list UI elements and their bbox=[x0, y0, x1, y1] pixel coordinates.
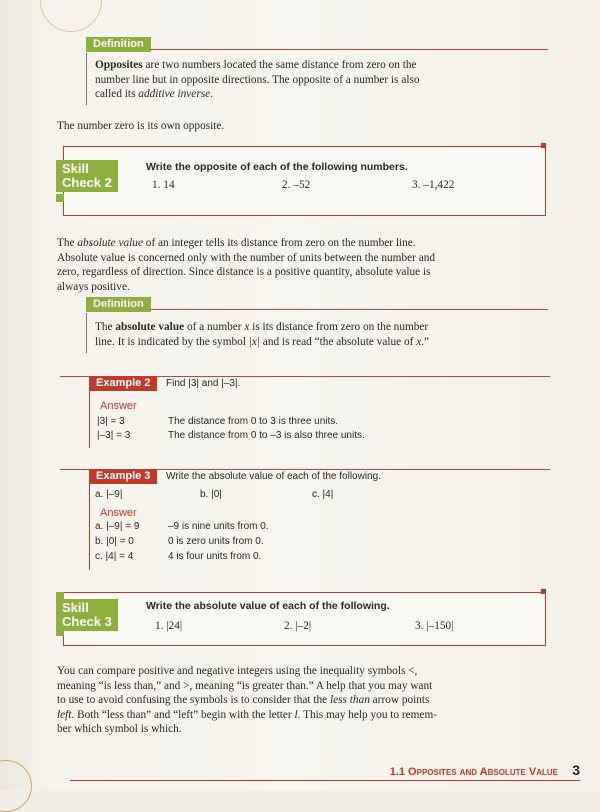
example-3-item: c. |4| bbox=[312, 489, 334, 500]
definition-text: called its bbox=[95, 88, 139, 100]
paragraph-text: always positive. bbox=[57, 280, 130, 293]
example-2-answer-desc: The distance from 0 to –3 is also three units. bbox=[168, 430, 365, 441]
paragraph-text: ber which symbol is which. bbox=[57, 723, 182, 735]
skill-label: Skill bbox=[62, 161, 89, 176]
term-left: left bbox=[57, 708, 72, 721]
definition-tag: Definition bbox=[86, 37, 151, 52]
corner-marker bbox=[541, 143, 546, 148]
paragraph-text: You can compare positive and negative integers using the inequality symbols <, bbox=[57, 665, 418, 677]
corner-marker bbox=[56, 194, 64, 202]
absolute-value-paragraph bbox=[57, 236, 547, 294]
skill-check-3-item: 3. |–150| bbox=[415, 620, 454, 632]
definition-text: The bbox=[95, 321, 116, 333]
example-3-answer-desc: –9 is nine units from 0. bbox=[168, 521, 269, 532]
definition-text: number line but in opposite directions. The opposite of a number is also bbox=[95, 73, 420, 86]
definition-text: line. It is indicated by the symbol bbox=[95, 335, 249, 348]
definition-text: .” bbox=[421, 335, 430, 348]
absolute-value-definition bbox=[95, 320, 535, 349]
decorative-curl-bottom bbox=[0, 760, 32, 812]
example-3-answer-desc: 0 is zero units from 0. bbox=[168, 536, 264, 547]
absolute-value-symbol: |x| bbox=[248, 335, 260, 348]
definition-text: . bbox=[210, 88, 213, 100]
skill-check-2-item: 3. –1,422 bbox=[412, 179, 455, 191]
paragraph-text: to use to avoid confusing the symbols is to consider that the bbox=[57, 694, 330, 706]
example-3-answer-desc: 4 is four units from 0. bbox=[168, 551, 262, 562]
example-2-answer-desc: The distance from 0 to 3 is three units. bbox=[168, 416, 339, 427]
opposites-definition bbox=[95, 58, 535, 102]
page-number: 3 bbox=[572, 762, 580, 778]
comparison-paragraph bbox=[57, 664, 547, 737]
definition-side-bar bbox=[86, 313, 87, 353]
term-additive-inverse: additive inverse bbox=[138, 88, 211, 100]
skill-check-3-prompt: Write the absolute value of each of the following. bbox=[146, 600, 390, 612]
example-2-answer-expr: |–3| = 3 bbox=[97, 430, 131, 441]
footer-rule bbox=[70, 780, 580, 781]
example-2-tag: Example 2 bbox=[89, 376, 157, 391]
paragraph-text: . This may help you to remem- bbox=[297, 708, 438, 721]
zero-note: The number zero is its own opposite. bbox=[57, 120, 225, 132]
definition-text: of a number bbox=[184, 321, 245, 333]
skill-label: Skill bbox=[62, 600, 89, 615]
term-absolute-value: absolute value bbox=[77, 237, 143, 249]
definition-rule bbox=[150, 49, 548, 50]
skill-check-2-tab bbox=[56, 160, 118, 192]
example-2-side-bar bbox=[89, 391, 90, 448]
example-3-answer-label: Answer bbox=[100, 507, 137, 519]
term-opposites: Opposites bbox=[95, 59, 143, 71]
skill-check-3-item: 1. |24| bbox=[155, 620, 183, 632]
skill-check-3-tab bbox=[56, 599, 118, 631]
definition-text: is its distance from zero on the number bbox=[249, 321, 429, 333]
letter-l: l bbox=[294, 708, 298, 721]
variable-x: x bbox=[416, 335, 422, 348]
skill-check-2-prompt: Write the opposite of each of the following numbers. bbox=[146, 161, 408, 173]
skill-check-2-item: 2. –52 bbox=[282, 179, 311, 191]
term-absolute-value: absolute value bbox=[115, 321, 185, 333]
skill-label: Check 2 bbox=[62, 175, 112, 190]
footer-section-title: 1.1 Opposites and Absolute Value bbox=[389, 766, 558, 778]
example-3-answer-expr: a. |–9| = 9 bbox=[95, 521, 140, 532]
example-2-answer-label: Answer bbox=[100, 400, 137, 412]
example-3-answer-expr: c. |4| = 4 bbox=[95, 551, 134, 562]
example-3-answer-expr: b. |0| = 0 bbox=[95, 536, 134, 547]
example-2-answer-expr: |3| = 3 bbox=[97, 416, 125, 427]
skill-check-3-item: 2. |–2| bbox=[284, 620, 312, 632]
paragraph-text: . Both “less than” and “left” begin with the letter bbox=[71, 708, 295, 721]
paragraph-text: arrow points bbox=[369, 694, 430, 706]
definition-tag: Definition bbox=[86, 297, 151, 312]
definition-rule bbox=[150, 309, 548, 310]
example-3-tag: Example 3 bbox=[89, 469, 157, 484]
paragraph-text: of an integer tells its distance from zero on the number line. bbox=[142, 237, 416, 249]
paragraph-text: meaning “is less than,” and >, meaning “is greater than.” A help that you may want bbox=[57, 679, 433, 692]
term-less-than: less than bbox=[329, 694, 370, 706]
definition-text: and is read “the absolute value of bbox=[259, 335, 417, 348]
skill-label: Check 3 bbox=[62, 614, 112, 629]
example-3-item: b. |0| bbox=[200, 489, 222, 500]
definition-side-bar bbox=[86, 53, 87, 105]
example-2-prompt: Find |3| and |–3|. bbox=[166, 378, 241, 389]
variable-x: x bbox=[244, 321, 250, 333]
corner-marker bbox=[541, 589, 546, 594]
decorative-curl-top bbox=[40, 0, 102, 32]
paragraph-text: Absolute value is concerned only with the number of units between the number and bbox=[57, 251, 436, 264]
example-3-prompt: Write the absolute value of each of the following. bbox=[166, 471, 381, 482]
example-3-side-bar bbox=[89, 484, 90, 570]
example-3-item: a. |–9| bbox=[95, 489, 123, 500]
paragraph-text: zero, regardless of direction. Since distance is a positive quantity, absolute value is bbox=[57, 266, 431, 278]
paragraph-text: The bbox=[57, 237, 78, 249]
skill-check-2-item: 1. 14 bbox=[152, 179, 175, 191]
definition-text: are two numbers located the same distance from zero on the bbox=[142, 59, 417, 71]
